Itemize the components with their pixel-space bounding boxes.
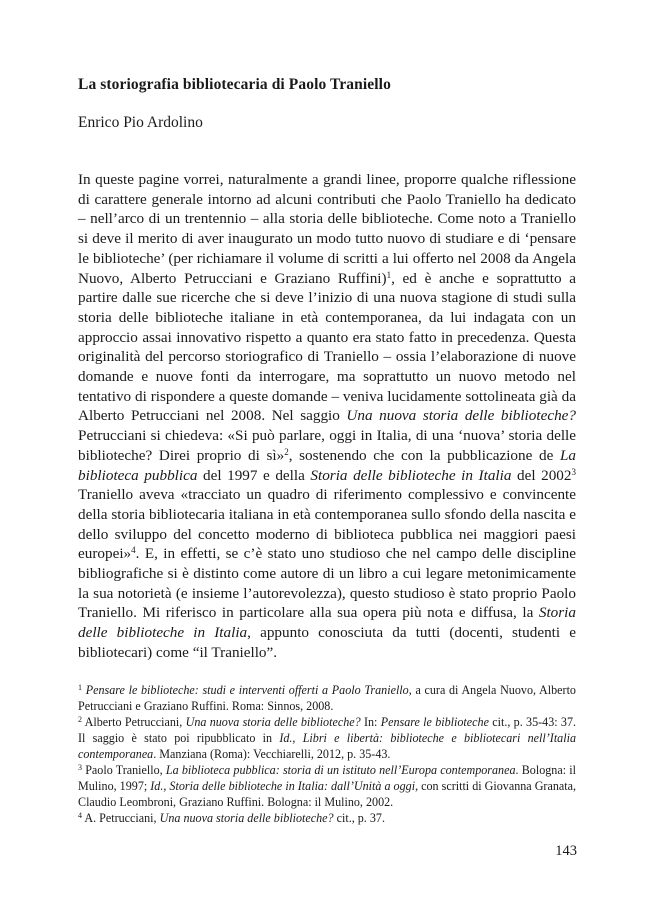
page-number: 143: [555, 843, 577, 859]
footnote-text: cit., p. 35-43: 37. Il saggio è stato poi ripubblicato in: [78, 715, 577, 745]
chapter-title: La storiografia bibliotecaria di Paolo Traniello: [78, 76, 391, 93]
footnote-number: 3: [78, 762, 82, 772]
footnote-ref-2: 2: [284, 446, 289, 457]
chapter-author: Enrico Pio Ardolino: [78, 114, 203, 131]
footnote-2: [78, 715, 576, 762]
text-run: , ed è anche e soprattutto a partire dalle sue ricerche che si deve l’inizio di una nuova stagione di studi sulla storia delle biblioteche italiane in età contemporanea, da lui indagata con un approccio assai innovativo rispetto a quanto era stato fatto in precedenza. Questa originalità del percorso storiografico di Traniello – ossia l’elaborazione di nuove domande e nuove fonti da interrogare, ma soprattutto un nuovo metodo nel tentativo di rispondere a queste domande – veniva lucidamente sottolineata già da Alberto Petrucciani nel 2008. Nel saggio: [78, 269, 576, 425]
italic-run: Storia delle biblioteche in Italia: [310, 466, 512, 484]
footnote-text: Alberto Petrucciani,: [82, 715, 186, 730]
footnote-4: [78, 811, 576, 827]
italic-run: Storia delle biblioteche in Italia: [78, 604, 576, 642]
footnote-ref-3: 3: [571, 466, 576, 477]
paragraph-1: [78, 170, 576, 663]
footnote-text: . Bologna: il Mulino, 1997;: [78, 762, 576, 793]
footnotes: [78, 683, 576, 827]
footnote-number: 4: [78, 810, 82, 820]
italic-run: Una nuova storia delle biblioteche?: [346, 407, 576, 425]
footnote-ref-1: 1: [386, 269, 392, 280]
footnote-title: Id., Storia delle biblioteche in Italia: dall’Unità a oggi: [150, 778, 416, 793]
italic-run: La biblioteca pubblica: [78, 446, 576, 484]
footnote-title: Id., Libri e libertà: biblioteche e bibliotecari nell’Italia contemporanea: [78, 730, 576, 761]
text-run: In queste pagine vorrei, naturalmente a grandi linee, proporre qualche riflessione di carattere generale intorno ad alcuni contributi che Paolo Traniello ha dedicato – nell’arco di un trentennio – alla storia delle biblioteche. Come noto a Traniello si deve il merito di aver inaugurato un modo tutto nuovo di studiare e di ‘pensare le biblioteche’ (per richiamare il volume di scritti a lui offerto nel 2008 da Angela Nuovo, Alberto Petrucciani e Graziano Ruffini): [78, 171, 576, 287]
body-paragraph: [78, 170, 576, 663]
footnote-title: La biblioteca pubblica: storia di un istituto nell’Europa contemporanea: [165, 762, 516, 777]
footnote-text: , a cura di Angela Nuovo, Alberto Petrucciani e Graziano Ruffini. Roma: Sinnos, 2008.: [78, 683, 576, 713]
footnote-title: Pensare le biblioteche: [380, 715, 489, 730]
text-run: del 1997 e della: [197, 466, 311, 484]
text-run: . E, in effetti, se c’è stato uno studioso che nel campo delle discipline bibliografiche si è distinto come autore di un libro a cui legare metonimicamente la sua notorietà (e insieme l’autorevolezza), questo studioso è stato proprio Paolo Traniello. Mi riferisco in particolare alla sua opera più nota e diffusa, la: [78, 545, 576, 622]
text-run: del 2002: [511, 466, 572, 484]
footnote-text: Paolo Traniello,: [82, 762, 166, 777]
footnote-text: . Manziana (Roma): Vecchiarelli, 2012, p. 35-43.: [153, 746, 391, 761]
footnote-text: In:: [360, 715, 381, 730]
footnote-number: 2: [78, 715, 82, 725]
footnote-title: Pensare le biblioteche: studi e interventi offerti a Paolo Traniello: [85, 683, 409, 697]
footnote-text: cit., p. 37.: [333, 810, 385, 825]
footnote-title: Una nuova storia delle biblioteche?: [159, 810, 334, 825]
footnote-ref-4: 4: [131, 545, 136, 556]
footnote-title: Una nuova storia delle biblioteche?: [185, 715, 361, 730]
text-run: Traniello aveva «tracciato un quadro di riferimento complessivo e convincente della storia bibliotecaria italiana in età contemporanea sullo sfondo della nascita e dello sviluppo del concetto moderno di biblioteca pubblica nei maggiori paesi europei»: [78, 486, 576, 563]
text-run: , sostenendo che con la pubblicazione de: [288, 446, 560, 464]
footnote-3: [78, 763, 576, 810]
text-run: Petrucciani si chiedeva: «Si può parlare, oggi in Italia, di una ‘nuova’ storia delle biblioteche? Direi proprio di sì»: [78, 427, 576, 464]
footnote-1: [78, 683, 576, 715]
footnote-number: 1: [78, 683, 82, 692]
footnote-text: A. Petrucciani,: [82, 810, 160, 825]
text-run: , appunto conosciuta da tutti (docenti, studenti e bibliotecari) come “il Traniello”.: [78, 624, 576, 661]
footnote-text: , con scritti di Giovanna Granata, Claudio Leombroni, Graziano Ruffini. Bologna: il Mulino, 2002.: [78, 778, 576, 809]
